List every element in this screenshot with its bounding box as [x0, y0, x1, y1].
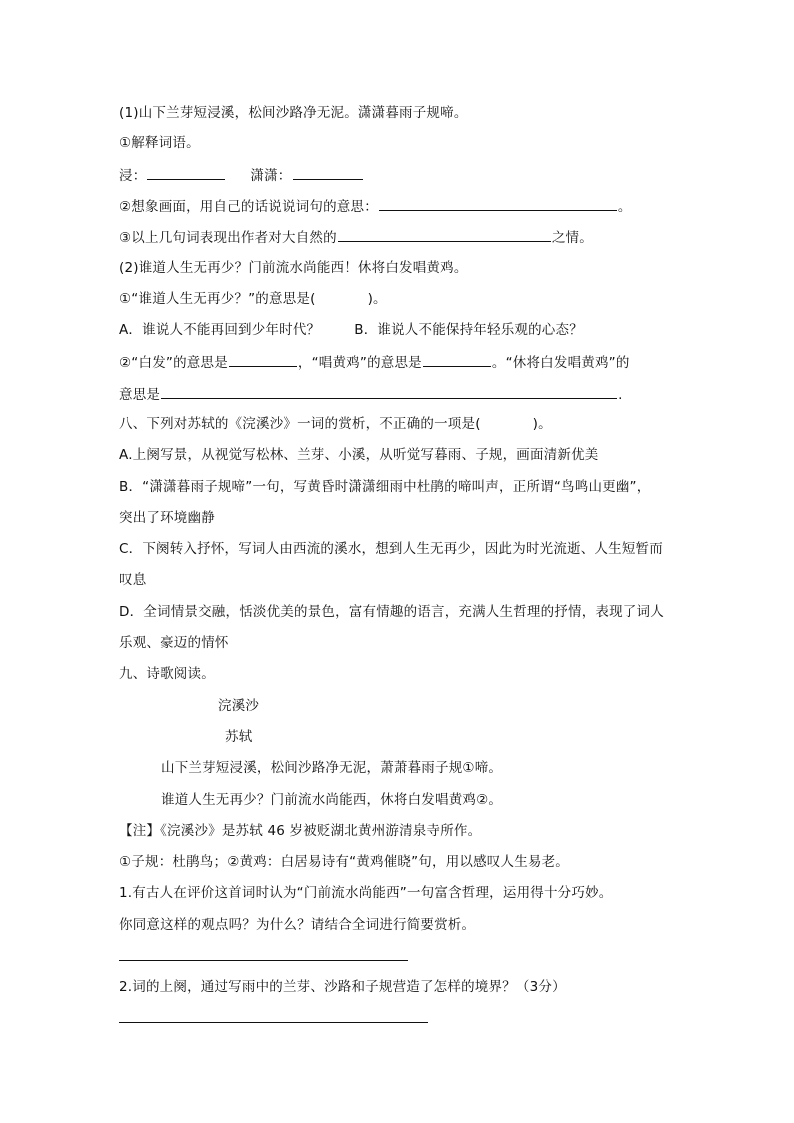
option-a: A．谁说人不能再回到少年时代？	[119, 322, 321, 338]
q7-sub3-line	[119, 227, 593, 247]
q7-sub1: ①解释词语。	[119, 135, 200, 151]
q7-word-line	[119, 165, 364, 185]
q7-p2-sub1-text: ①“谁道人生无再少？”的意思是(	[119, 291, 316, 307]
q7-sub3-text: ③以上几句词表现出作者对大自然的	[119, 230, 337, 246]
answer-blank-sub2[interactable]	[379, 196, 617, 211]
q8-title-text: 八、下列对苏轼的《浣溪沙》一词的赏析，不正确的一项是(	[119, 416, 481, 432]
q7-part2-line: (2)谁道人生无再少？门前流水尚能西！休将白发唱黄鸡。	[119, 260, 468, 276]
p2-sub2-end: .	[618, 387, 623, 403]
word-jin-label: 浸：	[119, 168, 147, 184]
q7-sub3-end: 之情。	[551, 230, 593, 246]
p2-sub2-b: ，“唱黄鸡”的意思是	[297, 355, 422, 371]
answer-blank-meaning[interactable]	[161, 384, 617, 399]
answer-blank-xiaoxiao[interactable]	[293, 165, 363, 180]
answer-blank-sub3[interactable]	[338, 227, 551, 242]
q7-p2-sub1-end: )。	[367, 291, 387, 307]
answer-blank-jin[interactable]	[147, 165, 225, 180]
option-b: B．谁说人不能保持年轻乐观的心态？	[354, 322, 583, 338]
answer-blank-huangji[interactable]	[423, 352, 491, 367]
poem-author: 苏轼	[225, 729, 253, 745]
q9-item2: 2.词的上阕，通过写雨中的兰芽、沙路和子规营造了怎样的境界？（3分）	[119, 979, 566, 995]
q7-part1-line: (1)山下兰芽短浸溪，松间沙路净无泥。潇潇暮雨子规啼。	[119, 105, 468, 121]
q8-option-c-line1: C．下阕转入抒怀，写词人由西流的溪水，想到人生无再少，因此为时光流逝、人生短暂而	[119, 541, 663, 557]
p2-sub2-d: 意思是	[119, 387, 161, 403]
q7-p2-sub2-line2	[119, 384, 623, 404]
q8-title	[119, 415, 552, 433]
answer-line-item1[interactable]	[119, 960, 408, 961]
word-xiaoxiao-label: 潇潇：	[250, 168, 292, 184]
q7-sub2-end: 。	[617, 199, 632, 215]
q8-option-d-line1: D．全词情景交融，恬淡优美的景色，富有情趣的语言，充满人生哲理的抒情，表现了词人	[119, 604, 664, 620]
p2-sub2-a: ②“白发”的意思是	[119, 355, 228, 371]
poem-note: 【注】《浣溪沙》是苏轼 46 岁被贬湖北黄州游清泉寺所作。	[119, 823, 482, 839]
poem-line-2: 谁道人生无再少？门前流水尚能西，休将白发唱黄鸡②。	[161, 792, 503, 808]
q9-item1-line1: 1.有古人在评价这首词时认为“门前流水尚能西”一句富含哲理，运用得十分巧妙。	[119, 885, 613, 901]
q8-option-b-line2: 突出了环境幽静	[119, 510, 215, 526]
q7-sub2-line	[119, 196, 632, 216]
q8-option-c-line2: 叹息	[119, 572, 147, 588]
q9-item1-line2: 你同意这样的观点吗？为什么？请结合全词进行简要赏析。	[119, 917, 476, 933]
poem-note-2: ①子规：杜鹃鸟；②黄鸡：白居易诗有“黄鸡催晓”句，用以感叹人生易老。	[119, 854, 569, 870]
q7-options-line	[119, 321, 583, 339]
answer-line-item2[interactable]	[119, 1022, 428, 1023]
q8-option-a: A.上阕写景，从视觉写松林、兰芽、小溪，从听觉写暮雨、子规，画面清新优美	[119, 447, 599, 463]
q7-sub2-text: ②想象画面，用自己的话说说词句的意思：	[119, 199, 378, 215]
poem-title: 浣溪沙	[218, 698, 260, 714]
answer-blank-baifa[interactable]	[229, 352, 297, 367]
poem-line-1: 山下兰芽短浸溪，松间沙路净无泥，萧萧暮雨子规①啼。	[161, 760, 503, 776]
q7-p2-sub1	[119, 290, 387, 308]
q8-option-b-line1: B．“潇潇暮雨子规啼”一句，写黄昏时潇潇细雨中杜鹃的啼叫声，正所谓“鸟鸣山更幽”，	[119, 479, 651, 495]
q8-title-end: )。	[532, 416, 552, 432]
q8-option-d-line2: 乐观、豪迈的情怀	[119, 635, 229, 651]
p2-sub2-c: 。“休将白发唱黄鸡”的	[491, 355, 630, 371]
q9-title: 九、诗歌阅读。	[119, 666, 215, 682]
q7-p2-sub2-line	[119, 352, 630, 372]
